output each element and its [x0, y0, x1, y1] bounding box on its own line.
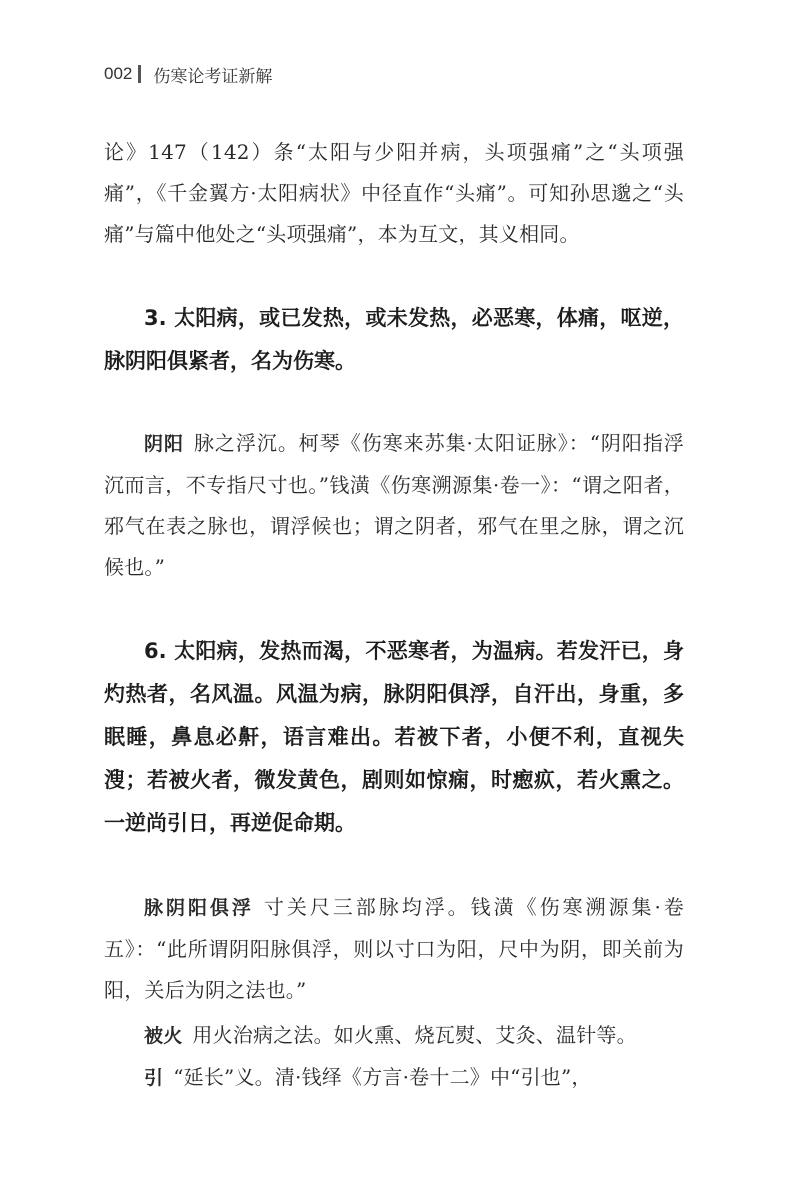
- clause-3: 3. 太阳病，或已发热，或未发热，必恶寒，体痛，呕逆，脉阴阳俱紧者，名为伤寒。: [104, 306, 684, 373]
- page-body: [104, 132, 684, 1099]
- annotation-term: 脉阴阳俱浮: [144, 897, 254, 919]
- annotation-yin: [104, 1057, 684, 1099]
- spacer: [104, 588, 684, 630]
- book-title: 伤寒论考证新解: [153, 66, 273, 87]
- spacer: [104, 383, 684, 423]
- spacer: [104, 845, 684, 887]
- annotation-beihuo: [104, 1015, 684, 1057]
- annotation-term: 阴阳: [144, 433, 184, 455]
- annotation-text: “延长”义。清·钱绎《方言·卷十二》中“引也”，: [173, 1065, 592, 1089]
- running-header: [104, 60, 272, 88]
- clause-6: 6. 太阳病，发热而渴，不恶寒者，为温病。若发汗已，身灼热者，名风温。风温为病，脉阴阳俱浮，自汗出，身重，多眠睡，鼻息必鼾，语言难出。若被下者，小便不利，直视失溲；若被火者，微发黄色，剧则如惊痫，时瘛疭，若火熏之。一逆尚引日，再逆促命期。: [104, 639, 684, 835]
- header-divider: [138, 65, 141, 83]
- spacer: [104, 255, 684, 297]
- annotation-term: 被火: [144, 1025, 183, 1047]
- annotation-yinyang: [104, 423, 684, 588]
- annotation-term: 引: [144, 1067, 164, 1089]
- page-number: 002: [104, 64, 133, 83]
- annotation-text: 用火治病之法。如火熏、烧瓦熨、艾灸、温针等。: [192, 1023, 637, 1047]
- annotation-text: 脉之浮沉。柯琴《伤寒来苏集·太阳证脉》：“阴阳指浮沉而言，不专指尺寸也。”钱潢《伤寒溯源集·卷一》：“谓之阳者，邪气在表之脉也，谓浮候也；谓之阴者，邪气在里之脉，谓之沉候也。”: [104, 431, 684, 579]
- annotation-text: 寸关尺三部脉均浮。钱潢《伤寒溯源集·卷五》：“此所谓阴阳脉俱浮，则以寸口为阳，尺中为阴，即关前为阳，关后为阴之法也。”: [104, 895, 684, 1002]
- continued-paragraph: 论》147（142）条“太阳与少阳并病，头项强痛”之“头项强痛”，《千金翼方·太阳病状》中径直作“头痛”。可知孙思邈之“头痛”与篇中他处之“头项强痛”，本为互文，其义相同。: [104, 140, 684, 246]
- annotation-mai: [104, 887, 684, 1011]
